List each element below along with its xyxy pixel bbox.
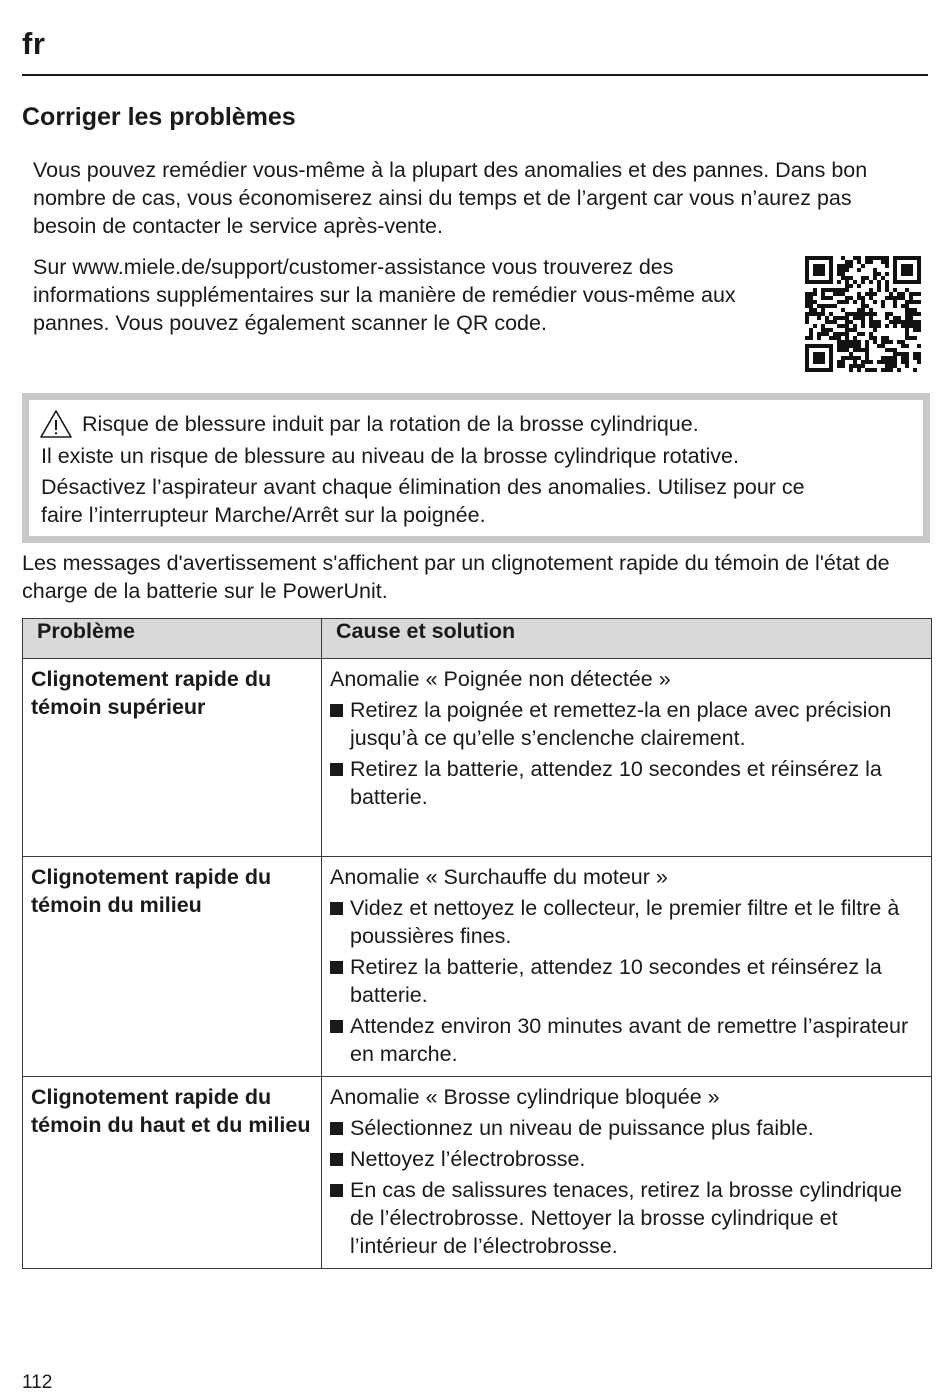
list-item [330,1114,923,1142]
step-text: Retirez la poignée et remettez-la en place avec précision jusqu’à ce qu’elle s’enclenche clairement. [350,698,892,750]
table-row [23,659,932,857]
troubleshooting-table [22,618,932,1269]
solution-steps [330,894,923,1068]
bullet-square-icon [330,902,343,915]
warning-title: Risque de blessure induit par la rotation de la brosse cylindrique. [82,412,699,436]
list-item [330,1012,923,1068]
anomaly-label: Anomalie « Poignée non détectée » [330,667,671,691]
warning-line: Il existe un risque de blessure au niveau de la brosse cylindrique rotative. [41,444,739,468]
list-item [330,894,923,950]
anomaly-label: Anomalie « Surchauffe du moteur » [330,865,668,889]
solution-cell [322,1077,932,1269]
header-divider [22,74,928,76]
bullet-square-icon [330,1122,343,1135]
bullet-square-icon [330,704,343,717]
step-text: Retirez la batterie, attendez 10 secondes et réinsérez la batterie. [350,955,882,1007]
list-item [330,953,923,1009]
section-title: Corriger les problèmes [22,103,296,131]
warning-messages-note: Les messages d'avertissement s'affichent par un clignotement rapide du témoin de l'état de charge de la batterie sur le PowerUnit. [22,551,890,603]
list-item [330,1145,923,1173]
step-text: Attendez environ 30 minutes avant de remettre l’aspirateur en marche. [350,1014,909,1066]
bullet-square-icon [330,1020,343,1033]
page-number: 112 [22,1372,53,1393]
bullet-square-icon [330,961,343,974]
list-item [330,1176,923,1260]
solution-steps [330,1114,923,1260]
solution-steps [330,696,923,811]
bullet-square-icon [330,1153,343,1166]
list-item [330,755,923,811]
problem-cell: Clignotement rapide du témoin du milieu [23,857,322,1077]
step-text: Videz et nettoyez le collecteur, le premier filtre et le filtre à poussières fines. [350,896,900,948]
problem-cell: Clignotement rapide du témoin du haut et du milieu [23,1077,322,1269]
warning-line: faire l’interrupteur Marche/Arrêt sur la poignée. [41,503,486,527]
table-header-row [23,619,932,659]
intro-paragraph: Vous pouvez remédier vous-même à la plupart des anomalies et des pannes. Dans bon nombre de cas, vous économiserez ainsi du temps et de l’argent car vous n’aurez pas besoin de contacter le service après-vente. [33,158,868,238]
list-item [330,696,923,752]
warning-line: Désactivez l’aspirateur avant chaque élimination des anomalies. Utilisez pour ce [41,475,805,499]
solution-cell [322,659,932,857]
column-header-problem: Problème [23,619,322,659]
warning-box [22,393,930,543]
step-text: Sélectionnez un niveau de puissance plus faible. [350,1116,814,1140]
bullet-square-icon [330,763,343,776]
language-code: fr [22,26,46,61]
solution-cell [322,857,932,1077]
table-row [23,1077,932,1269]
step-text: En cas de salissures tenaces, retirez la brosse cylindrique de l’électrobrosse. Nettoyer la brosse cylindrique et l’intérieur de l’électrobrosse. [350,1178,903,1258]
column-header-cause-solution: Cause et solution [322,619,932,659]
problem-cell: Clignotement rapide du témoin supérieur [23,659,322,857]
step-text: Retirez la batterie, attendez 10 secondes et réinsérez la batterie. [350,757,882,809]
bullet-square-icon [330,1184,343,1197]
qr-code[interactable] [805,256,921,372]
anomaly-label: Anomalie « Brosse cylindrique bloquée » [330,1085,720,1109]
table-row [23,857,932,1077]
warning-triangle-icon [39,409,73,439]
step-text: Nettoyez l’électrobrosse. [350,1147,586,1171]
support-paragraph: Sur www.miele.de/support/customer-assistance vous trouverez des informations supplémentaires sur la manière de remédier vous-même aux pannes. Vous pouvez également scanner le QR code. [33,255,736,335]
